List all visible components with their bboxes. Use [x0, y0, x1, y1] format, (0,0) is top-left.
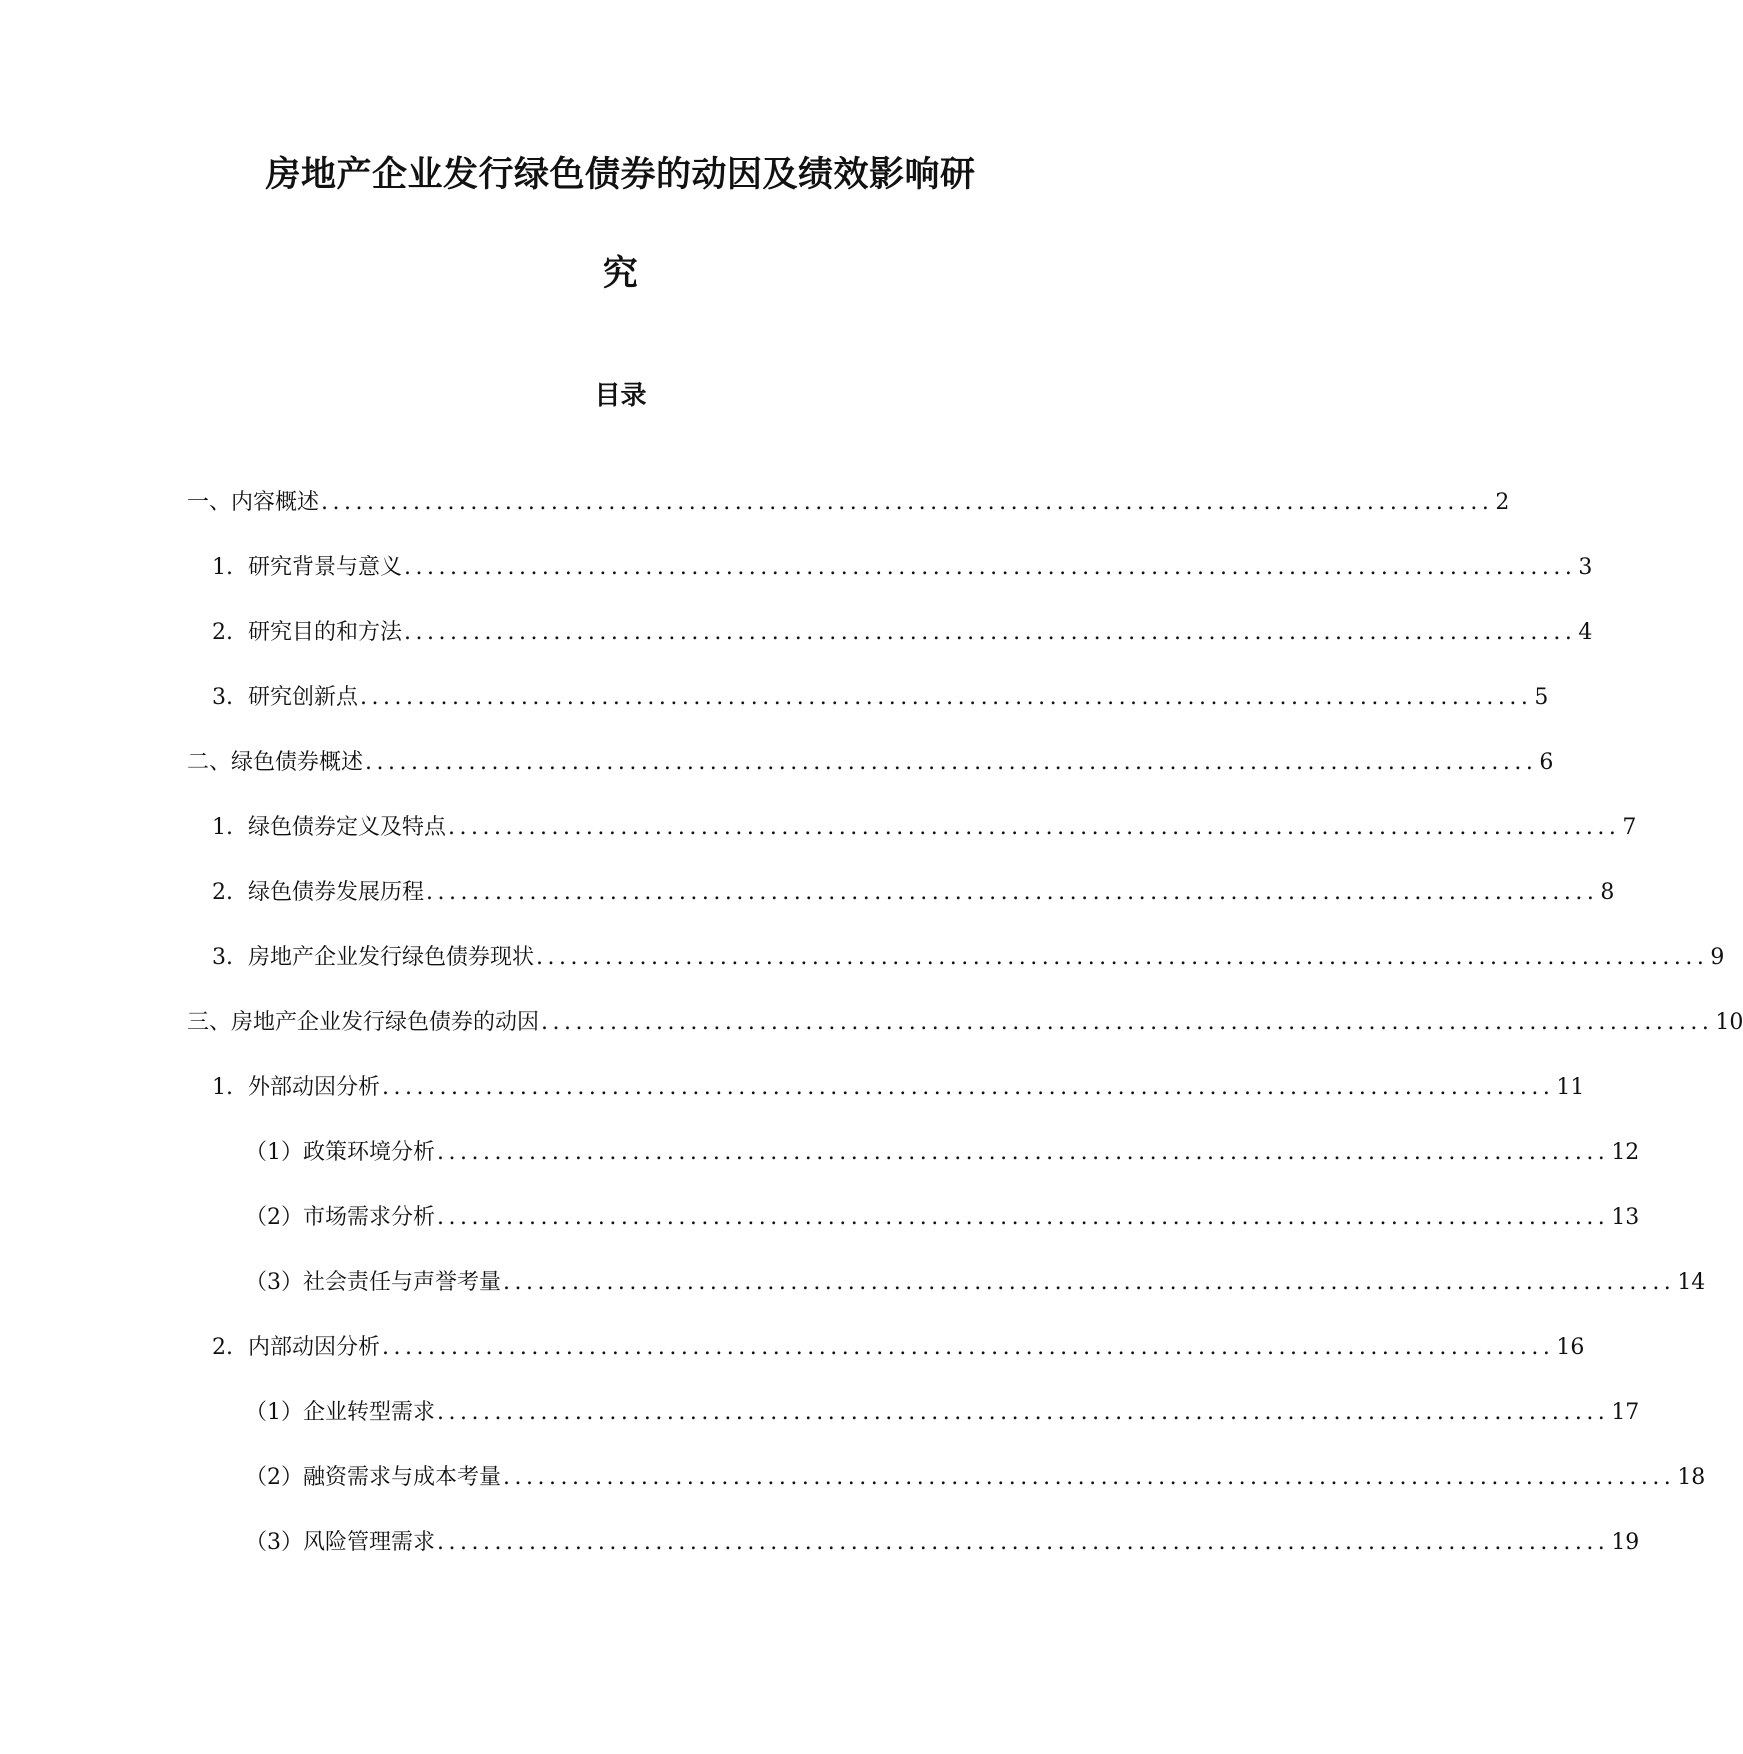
toc-entry-page: 13: [1611, 1205, 1640, 1230]
toc-entry[interactable]: [245, 1527, 1640, 1559]
toc-entry-page: 9: [1710, 945, 1725, 970]
toc-dot-leader: ......................................................................................................: [541, 1010, 1714, 1035]
toc-entry[interactable]: [187, 487, 1510, 519]
toc-entry-label: 研究背景与意义: [248, 555, 403, 580]
toc-dot-leader: ......................................................................................................: [382, 1335, 1555, 1360]
toc-entry-page: 3: [1578, 555, 1593, 580]
toc-entry-label: （3）风险管理需求: [245, 1530, 435, 1555]
toc-dot-leader: ......................................................................................................: [365, 750, 1538, 775]
toc-entry-number: 2.: [212, 1335, 233, 1360]
toc-dot-leader: ......................................................................................................: [426, 880, 1599, 905]
toc-entry[interactable]: [212, 877, 1615, 909]
toc-entry-page: 7: [1622, 815, 1637, 840]
toc-entry-number: 1.: [212, 815, 233, 840]
toc-entry-number: 3.: [212, 945, 233, 970]
toc-entry[interactable]: [212, 1072, 1585, 1104]
toc-entry-page: 16: [1556, 1335, 1585, 1360]
toc-entry[interactable]: [187, 747, 1554, 779]
toc-entry-label: 房地产企业发行绿色债券现状: [248, 945, 535, 970]
toc-entry[interactable]: [245, 1397, 1640, 1429]
toc-entry-label: 研究创新点: [248, 685, 359, 710]
toc-entry[interactable]: [245, 1462, 1706, 1494]
toc-dot-leader: ......................................................................................................: [321, 490, 1494, 515]
toc-heading: 目录: [594, 381, 647, 411]
document-title-line-1: 房地产企业发行绿色债券的动因及绩效影响研: [265, 155, 976, 195]
toc-entry-page: 10: [1715, 1010, 1743, 1035]
toc-entry[interactable]: [245, 1267, 1706, 1299]
toc-entry-page: 11: [1556, 1075, 1585, 1100]
toc-entry[interactable]: [212, 1332, 1585, 1364]
toc-entry[interactable]: [212, 682, 1549, 714]
toc-entry-page: 19: [1611, 1530, 1640, 1555]
toc-entry-number: 1.: [212, 555, 233, 580]
toc-entry[interactable]: [212, 812, 1637, 844]
toc-entry-label: （1）企业转型需求: [245, 1400, 435, 1425]
toc-entry-label: （2）市场需求分析: [245, 1205, 435, 1230]
toc-entry-label: 外部动因分析: [248, 1075, 381, 1100]
toc-dot-leader: ......................................................................................................: [437, 1140, 1610, 1165]
toc-entry-page: 12: [1611, 1140, 1640, 1165]
toc-dot-leader: ......................................................................................................: [536, 945, 1709, 970]
toc-dot-leader: ......................................................................................................: [437, 1530, 1610, 1555]
toc-dot-leader: ......................................................................................................: [404, 620, 1577, 645]
toc-entry[interactable]: [245, 1202, 1640, 1234]
toc-dot-leader: ......................................................................................................: [437, 1400, 1610, 1425]
toc-dot-leader: ......................................................................................................: [382, 1075, 1555, 1100]
toc-dot-leader: ......................................................................................................: [503, 1270, 1676, 1295]
toc-entry-page: 8: [1600, 880, 1615, 905]
toc-entry-number: 2.: [212, 620, 233, 645]
toc-entry-label: （2）融资需求与成本考量: [245, 1465, 501, 1490]
toc-entry[interactable]: [187, 1007, 1743, 1039]
toc-entry-label: 内部动因分析: [248, 1335, 381, 1360]
toc-entry-label: 三、房地产企业发行绿色债券的动因: [187, 1010, 540, 1035]
toc-entry-label: 二、绿色债券概述: [187, 750, 364, 775]
toc-dot-leader: ......................................................................................................: [404, 555, 1577, 580]
toc-dot-leader: ......................................................................................................: [437, 1205, 1610, 1230]
toc-entry-page: 14: [1677, 1270, 1706, 1295]
toc-entry-label: （1）政策环境分析: [245, 1140, 435, 1165]
toc-entry-page: 4: [1578, 620, 1593, 645]
document-title-line-2: 究: [602, 254, 639, 294]
toc-dot-leader: ......................................................................................................: [448, 815, 1621, 840]
toc-entry-label: （3）社会责任与声誉考量: [245, 1270, 501, 1295]
toc-dot-leader: ......................................................................................................: [360, 685, 1533, 710]
toc-entry-page: 5: [1534, 685, 1549, 710]
toc-dot-leader: ......................................................................................................: [503, 1465, 1676, 1490]
toc-entry-number: 1.: [212, 1075, 233, 1100]
toc-entry-label: 一、内容概述: [187, 490, 320, 515]
toc-entry[interactable]: [212, 617, 1593, 649]
toc-entry-page: 18: [1677, 1465, 1706, 1490]
toc-entry-page: 2: [1495, 490, 1510, 515]
toc-entry[interactable]: [245, 1137, 1640, 1169]
toc-entry[interactable]: [212, 942, 1725, 974]
toc-entry-label: 绿色债券发展历程: [248, 880, 425, 905]
toc-entry-label: 绿色债券定义及特点: [248, 815, 447, 840]
toc-entry-page: 17: [1611, 1400, 1640, 1425]
toc-entry-page: 6: [1539, 750, 1554, 775]
toc-entry-number: 2.: [212, 880, 233, 905]
toc-entry-label: 研究目的和方法: [248, 620, 403, 645]
toc-entry-number: 3.: [212, 685, 233, 710]
toc-entry[interactable]: [212, 552, 1593, 584]
